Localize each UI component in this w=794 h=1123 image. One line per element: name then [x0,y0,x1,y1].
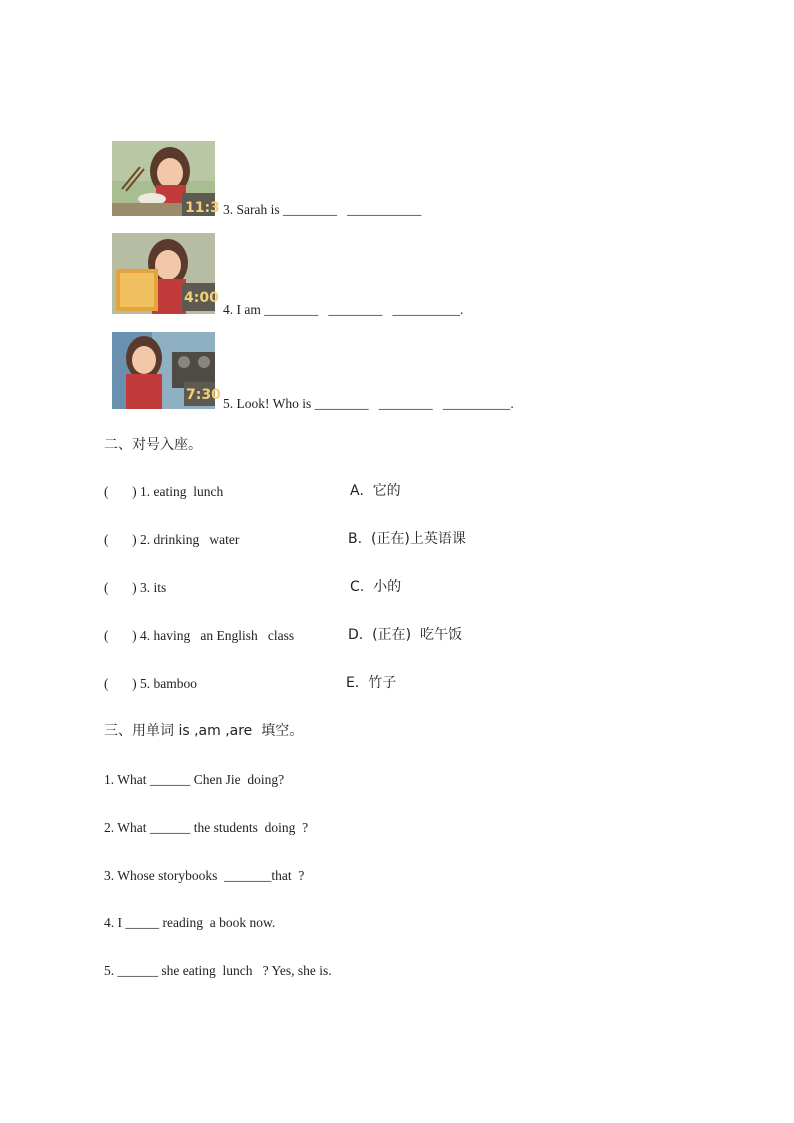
match-right-1: A. 它的 [350,483,401,499]
section-3-title: 三、用单词 is ,am ,are 填空。 [104,723,304,739]
fill-blank-3: 3. Whose storybooks _______that ? [104,868,305,883]
clock-text: 11:3 [185,200,220,216]
picture-girl-eating [112,141,220,216]
match-right-2: B. (正在)上英语课 [348,531,466,547]
picture-girl-reading [112,233,219,314]
clock-text: 4:00 [184,290,219,306]
question-3: 3. Sarah is ________ ___________ [223,202,422,217]
match-left-1: ( ) 1. eating lunch [104,484,224,499]
fill-blank-1: 1. What ______ Chen Jie doing? [104,772,285,787]
question-5: 5. Look! Who is ________ ________ __________. [223,396,514,411]
question-4: 4. I am ________ ________ __________. [223,302,464,317]
match-left-3: ( ) 3. its [104,580,167,595]
fill-blank-4: 4. I _____ reading a book now. [104,915,276,930]
match-left-2: ( ) 2. drinking water [104,532,240,547]
match-right-4: D. (正在) 吃午饭 [348,627,462,643]
fill-blank-5: 5. ______ she eating lunch ? Yes, she is. [104,963,332,978]
picture-girl-listening [112,332,221,409]
match-right-3: C. 小的 [350,579,402,595]
match-right-5: E. 竹子 [346,675,397,691]
clock-text: 7:30 [186,387,221,403]
section-2-title: 二、对号入座。 [104,437,202,453]
fill-blank-2: 2. What ______ the students doing ? [104,820,309,835]
match-left-4: ( ) 4. having an English class [104,628,295,643]
match-left-5: ( ) 5. bamboo [104,676,197,691]
